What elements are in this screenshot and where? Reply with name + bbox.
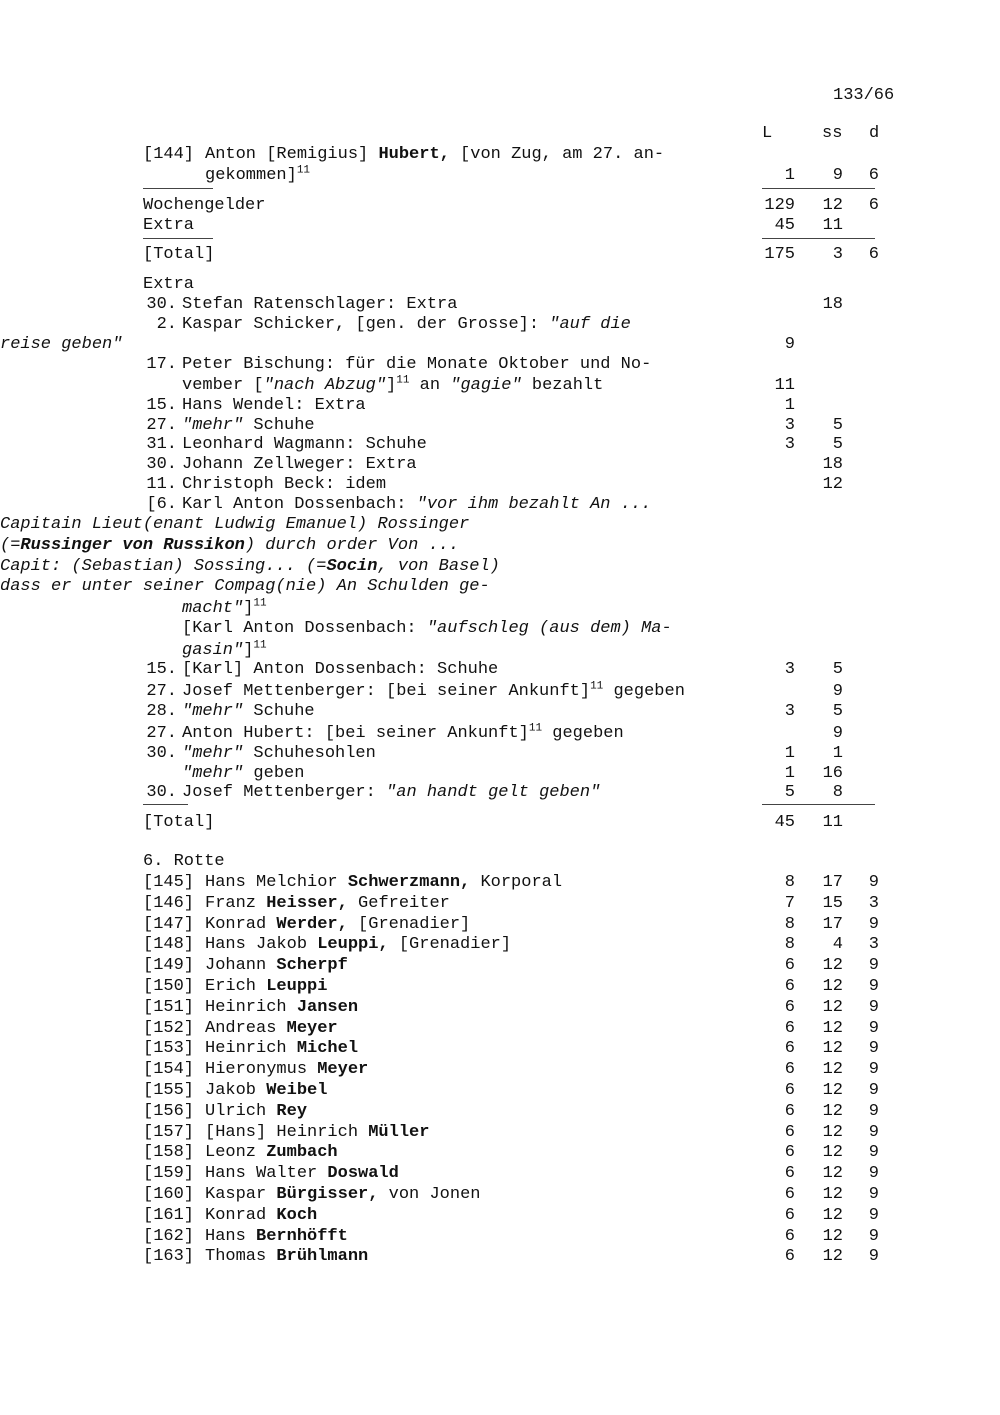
sum-rule <box>762 238 875 239</box>
footnote-ref: 11 <box>590 680 604 693</box>
soldier-surname: Meyer <box>286 1018 338 1038</box>
soldier-row <box>0 934 1000 955</box>
soldier-surname: Koch <box>276 1205 318 1225</box>
amount-l: 1 <box>784 166 795 185</box>
amount-l: 3 <box>784 435 795 454</box>
soldier-first-name: Erich <box>205 977 267 996</box>
amount-l: 8 <box>784 914 795 934</box>
entry-number: [147] <box>143 914 195 934</box>
item-text: vember [ <box>182 376 264 395</box>
amount-ss: 5 <box>832 435 843 454</box>
day-number: 27. <box>146 416 177 435</box>
amount-d: 9 <box>868 1101 879 1121</box>
column-header-d: d <box>869 124 880 143</box>
item-text: Josef Mettenberger: <box>182 783 387 802</box>
page-number: 133/66 <box>833 86 895 105</box>
item-text: Schuhesohlen <box>243 744 376 763</box>
amount-l: 3 <box>784 416 795 435</box>
divider <box>143 238 213 239</box>
soldier-surname: Bürgisser, <box>276 1185 379 1204</box>
extra-item <box>0 782 1000 803</box>
amount-l: 8 <box>784 935 795 955</box>
soldier-row <box>0 1184 1000 1205</box>
entry-number: [145] <box>143 873 195 892</box>
soldier-surname: Bernhöfft <box>256 1226 348 1246</box>
summary-wochengelder <box>0 195 1000 216</box>
soldier-row <box>0 976 1000 997</box>
item-quote: "auf die <box>549 315 631 334</box>
item-text: Christoph Beck: idem <box>182 475 387 494</box>
amount-ss: 12 <box>822 997 843 1017</box>
extra-item-continued <box>0 576 1000 597</box>
extra-item <box>0 314 1000 335</box>
item-text: Karl Anton Dossenbach: <box>182 495 417 514</box>
amount-ss: 12 <box>822 1247 843 1267</box>
amount-d: 3 <box>868 893 879 913</box>
amount-l: 6 <box>784 1081 795 1100</box>
amount-l: 129 <box>764 196 795 215</box>
item-quote: "mehr" <box>182 702 244 721</box>
entry-text: [von Zug, am 27. an- <box>449 145 665 164</box>
summary-total <box>0 244 1000 265</box>
amount-d: 9 <box>868 1060 879 1080</box>
soldier-rank: Gefreiter <box>347 893 450 913</box>
amount-l: 6 <box>784 1164 795 1184</box>
soldier-rank: Korporal <box>470 873 563 892</box>
item-quote: "nach Abzug" <box>263 376 387 395</box>
section-heading: Extra <box>143 275 195 294</box>
amount-l: 5 <box>784 783 795 802</box>
soldier-row <box>0 1205 1000 1226</box>
item-quote: gasin" <box>182 641 244 660</box>
amount-l: 9 <box>784 335 795 354</box>
amount-ss: 8 <box>832 783 843 802</box>
amount-ss: 5 <box>832 416 843 435</box>
amount-d: 9 <box>868 1226 879 1246</box>
item-text: Hans Wendel: Extra <box>182 396 366 415</box>
amount-l: 6 <box>784 1226 795 1246</box>
day-number: 31. <box>146 435 177 454</box>
amount-ss: 17 <box>822 873 843 892</box>
entry-number: [155] <box>143 1081 195 1100</box>
entry-number: [153] <box>143 1039 195 1059</box>
amount-ss: 16 <box>822 764 843 783</box>
amount-l: 1 <box>784 764 795 783</box>
soldier-first-name: Leonz <box>205 1143 267 1163</box>
amount-ss: 5 <box>832 702 843 721</box>
amount-d: 9 <box>868 997 879 1017</box>
item-text: ] <box>243 599 254 618</box>
item-quote: "mehr" <box>182 764 244 783</box>
amount-l: 6 <box>784 1122 795 1142</box>
section-heading-extra <box>0 274 1000 295</box>
item-quote: Capit: (Sebastian) Sossing... (= <box>0 557 327 576</box>
soldier-row <box>0 1101 1000 1122</box>
extra-item <box>0 395 1000 416</box>
amount-d: 6 <box>868 166 879 185</box>
soldier-first-name: Hans <box>205 1226 257 1246</box>
item-text: Josef Mettenberger: [bei seiner Ankunft] <box>182 682 591 701</box>
soldier-row <box>0 872 1000 893</box>
entry-text: Anton [Remigius] <box>205 145 379 164</box>
extra-item-continued <box>0 375 1000 396</box>
item-text: ] <box>243 641 254 660</box>
entry-number: [150] <box>143 977 195 996</box>
soldier-first-name: Kaspar <box>205 1185 277 1204</box>
item-text: Johann Zellweger: Extra <box>182 455 417 474</box>
soldier-surname: Rey <box>276 1101 308 1121</box>
day-number: 28. <box>146 702 177 721</box>
amount-ss: 9 <box>832 724 843 743</box>
soldier-surname: Jansen <box>296 997 359 1017</box>
amount-l: 7 <box>784 893 795 913</box>
extra-item <box>0 454 1000 475</box>
entry-number: [159] <box>143 1164 195 1184</box>
soldier-first-name: Hans Melchior <box>205 873 348 892</box>
amount-d: 9 <box>868 1205 879 1225</box>
item-quote: reise geben" <box>0 335 123 354</box>
item-text: [Karl Anton Dossenbach: <box>182 619 427 638</box>
item-quote: "vor ihm bezahlt An ... <box>416 495 652 514</box>
soldier-first-name: Thomas <box>205 1247 277 1267</box>
footnote-ref: 11 <box>296 164 311 177</box>
item-quote: macht" <box>182 599 244 618</box>
extra-item <box>0 415 1000 436</box>
entry-number: [158] <box>143 1143 195 1163</box>
item-text: Anton Hubert: [bei seiner Ankunft] <box>182 724 529 743</box>
day-number: 30. <box>146 295 177 314</box>
amount-ss: 12 <box>822 196 843 215</box>
summary-label: [Total] <box>143 245 215 264</box>
footnote-ref: 11 <box>253 597 267 610</box>
amount-ss: 11 <box>822 216 843 235</box>
entry-number: [152] <box>143 1018 195 1038</box>
item-text: Kaspar Schicker, [gen. der Grosse]: <box>182 315 550 334</box>
entry-number: [156] <box>143 1101 195 1121</box>
entry-number: [162] <box>143 1226 195 1246</box>
item-quote: ) durch order Von ... <box>244 536 460 555</box>
section-heading-rotte <box>0 851 1000 872</box>
extra-total <box>0 812 1000 833</box>
soldier-row <box>0 1038 1000 1059</box>
amount-ss: 1 <box>832 744 843 763</box>
amount-l: 1 <box>784 396 795 415</box>
amount-d: 9 <box>868 1081 879 1100</box>
amount-l: 3 <box>784 702 795 721</box>
entry-number: [146] <box>143 893 195 913</box>
soldier-first-name: Andreas <box>205 1018 287 1038</box>
amount-ss: 12 <box>822 1164 843 1184</box>
soldier-surname: Zumbach <box>266 1143 338 1163</box>
amount-l: 6 <box>784 1143 795 1163</box>
soldier-first-name: Hans Jakob <box>205 935 318 955</box>
amount-l: 45 <box>774 813 795 832</box>
item-quote: "aufschleg (aus dem) Ma- <box>426 619 672 638</box>
extra-item-continued <box>0 556 1000 577</box>
day-number: 30. <box>146 744 177 763</box>
amount-d: 9 <box>868 914 879 934</box>
item-text: an <box>409 376 451 395</box>
extra-item-continued <box>0 334 1000 355</box>
soldier-first-name: Hans Walter <box>205 1164 328 1184</box>
soldier-first-name: Heinrich <box>205 1039 297 1059</box>
item-quote: dass er unter seiner Compag(nie) An Schulden ge- <box>0 577 490 596</box>
soldier-surname: Meyer <box>317 1060 369 1080</box>
amount-ss: 17 <box>822 914 843 934</box>
extra-item-continued <box>0 535 1000 556</box>
item-quote: (= <box>0 536 21 555</box>
amount-d: 9 <box>868 873 879 892</box>
item-quote: Capitain Lieut(enant Ludwig Emanuel) Rossinger <box>0 515 470 534</box>
amount-l: 6 <box>784 1039 795 1059</box>
item-quote: "mehr" <box>182 744 244 763</box>
amount-l: 6 <box>784 956 795 976</box>
extra-item-continued <box>0 618 1000 639</box>
item-text: [Karl] Anton Dossenbach: Schuhe <box>182 660 499 679</box>
amount-d: 9 <box>868 1164 879 1184</box>
soldier-surname: Weibel <box>266 1081 328 1100</box>
amount-d: 9 <box>868 1018 879 1038</box>
soldier-first-name: Johann <box>205 956 277 976</box>
sum-rule <box>762 188 875 189</box>
amount-d: 9 <box>868 977 879 996</box>
extra-item <box>0 434 1000 455</box>
amount-ss: 12 <box>822 1205 843 1225</box>
soldier-first-name: Hieronymus <box>205 1060 318 1080</box>
day-number: 27. <box>146 724 177 743</box>
extra-item <box>0 354 1000 375</box>
soldier-surname: Leuppi <box>266 977 328 996</box>
amount-ss: 12 <box>822 956 843 976</box>
item-text: Peter Bischung: für die Monate Oktober und No- <box>182 355 652 374</box>
column-header-ss: ss <box>822 124 843 143</box>
day-number: 17. <box>146 355 177 374</box>
item-text: Stefan Ratenschlager: Extra <box>182 295 458 314</box>
amount-ss: 5 <box>832 660 843 679</box>
soldier-row <box>0 1163 1000 1184</box>
extra-item-continued <box>0 640 1000 661</box>
total-label: [Total] <box>143 813 215 832</box>
soldier-surname: Müller <box>368 1122 430 1142</box>
soldier-row <box>0 1080 1000 1101</box>
amount-ss: 12 <box>822 1101 843 1121</box>
extra-item <box>0 763 1000 784</box>
entry-number: [161] <box>143 1205 195 1225</box>
soldier-first-name: Konrad <box>205 1205 277 1225</box>
soldier-first-name: Heinrich <box>205 997 297 1017</box>
amount-ss: 12 <box>822 1018 843 1038</box>
soldier-surname: Leuppi, <box>317 935 389 955</box>
amount-d: 9 <box>868 1143 879 1163</box>
soldier-first-name: Konrad <box>205 914 277 934</box>
amount-d: 9 <box>868 956 879 976</box>
entry-number: [163] <box>143 1247 195 1267</box>
amount-l: 45 <box>774 216 795 235</box>
soldier-row <box>0 914 1000 935</box>
soldier-row <box>0 1059 1000 1080</box>
item-name-bold: Socin <box>326 557 378 576</box>
sum-rule <box>762 804 875 805</box>
extra-item <box>0 701 1000 722</box>
amount-ss: 3 <box>832 245 843 264</box>
extra-item <box>0 681 1000 702</box>
amount-d: 9 <box>868 1247 879 1267</box>
section-heading: 6. Rotte <box>143 852 225 871</box>
entry-number: [157] <box>143 1122 195 1142</box>
extra-item <box>0 494 1000 515</box>
entry-surname: Hubert, <box>378 145 450 164</box>
day-number: [6. <box>146 495 177 514</box>
soldier-row <box>0 1246 1000 1267</box>
amount-l: 8 <box>784 873 795 892</box>
soldier-rank: [Grenadier] <box>347 914 471 934</box>
item-name-bold: Russinger von Russikon <box>20 536 245 555</box>
amount-ss: 12 <box>822 475 843 494</box>
amount-l: 3 <box>784 660 795 679</box>
amount-l: 6 <box>784 997 795 1017</box>
amount-l: 6 <box>784 1247 795 1267</box>
summary-label: Wochengelder <box>143 196 266 215</box>
soldier-surname: Heisser, <box>266 893 348 913</box>
amount-ss: 18 <box>822 455 843 474</box>
amount-ss: 15 <box>822 893 843 913</box>
soldier-surname: Brühlmann <box>276 1247 369 1267</box>
divider <box>143 804 188 805</box>
column-header-l: L <box>762 124 773 143</box>
summary-label: Extra <box>143 216 195 235</box>
amount-l: 6 <box>784 1060 795 1080</box>
amount-ss: 18 <box>822 295 843 314</box>
item-text: bezahlt <box>521 376 604 395</box>
soldier-surname: Scherpf <box>276 956 348 976</box>
amount-l: 175 <box>764 245 795 264</box>
amount-l: 6 <box>784 1205 795 1225</box>
amount-d: 3 <box>868 935 879 955</box>
extra-item <box>0 743 1000 764</box>
entry-number: [148] <box>143 935 195 955</box>
amount-ss: 11 <box>822 813 843 832</box>
day-number: 30. <box>146 783 177 802</box>
soldier-first-name: [Hans] Heinrich <box>205 1122 369 1142</box>
item-quote: "gagie" <box>450 376 522 395</box>
soldier-rank: von Jonen <box>378 1185 481 1204</box>
soldier-surname: Doswald <box>327 1164 399 1184</box>
soldier-row <box>0 1226 1000 1247</box>
extra-item-continued <box>0 514 1000 535</box>
amount-l: 6 <box>784 1018 795 1038</box>
soldier-row <box>0 1018 1000 1039</box>
soldier-row <box>0 893 1000 914</box>
summary-extra <box>0 215 1000 236</box>
soldier-first-name: Jakob <box>205 1081 267 1100</box>
amount-d: 6 <box>868 245 879 264</box>
item-text: gegeben <box>542 724 624 743</box>
extra-item <box>0 294 1000 315</box>
soldier-first-name: Franz <box>205 893 267 913</box>
day-number: 30. <box>146 455 177 474</box>
item-text: geben <box>243 764 305 783</box>
amount-d: 6 <box>868 196 879 215</box>
amount-l: 6 <box>784 977 795 996</box>
item-text: gegeben <box>603 682 685 701</box>
soldier-row <box>0 1122 1000 1143</box>
day-number: 11. <box>146 475 177 494</box>
extra-item <box>0 723 1000 744</box>
item-text: ] <box>386 376 397 395</box>
soldier-row <box>0 997 1000 1018</box>
soldier-surname: Schwerzmann, <box>347 873 471 892</box>
soldier-row <box>0 955 1000 976</box>
extra-item <box>0 659 1000 680</box>
amount-d: 9 <box>868 1185 879 1204</box>
soldier-rank: [Grenadier] <box>388 935 512 955</box>
item-text: Schuhe <box>243 702 315 721</box>
entry-number: [149] <box>143 956 195 976</box>
amount-l: 6 <box>784 1185 795 1204</box>
soldier-first-name: Ulrich <box>205 1101 277 1121</box>
day-number: 15. <box>146 396 177 415</box>
amount-ss: 12 <box>822 1143 843 1163</box>
amount-ss: 12 <box>822 1185 843 1204</box>
amount-ss: 12 <box>822 1081 843 1100</box>
amount-d: 9 <box>868 1122 879 1142</box>
amount-l: 11 <box>774 376 795 395</box>
soldier-surname: Werder, <box>276 914 348 934</box>
soldier-row <box>0 1142 1000 1163</box>
day-number: 27. <box>146 682 177 701</box>
extra-item-continued <box>0 598 1000 619</box>
entry-number: [151] <box>143 997 195 1017</box>
amount-ss: 9 <box>832 682 843 701</box>
soldier-surname: Michel <box>296 1039 359 1059</box>
day-number: 15. <box>146 660 177 679</box>
divider <box>143 188 213 189</box>
entry-number: [144] <box>143 145 195 164</box>
item-text: Schuhe <box>243 416 315 435</box>
amount-d: 9 <box>868 1039 879 1059</box>
entry-text: gekommen] <box>205 166 297 185</box>
amount-ss: 9 <box>832 166 843 185</box>
entry-144-line1 <box>0 144 1000 165</box>
footnote-ref: 11 <box>396 374 410 387</box>
footnote-ref: 11 <box>253 639 267 652</box>
item-text: Leonhard Wagmann: Schuhe <box>182 435 427 454</box>
amount-ss: 12 <box>822 1039 843 1059</box>
item-quote: "an handt gelt geben" <box>386 783 601 802</box>
entry-number: [154] <box>143 1060 195 1080</box>
amount-l: 6 <box>784 1101 795 1121</box>
footnote-ref: 11 <box>528 722 543 735</box>
entry-number: [160] <box>143 1185 195 1204</box>
item-quote: "mehr" <box>182 416 244 435</box>
amount-ss: 12 <box>822 977 843 996</box>
amount-ss: 12 <box>822 1060 843 1080</box>
amount-ss: 4 <box>832 935 843 955</box>
amount-l: 1 <box>784 744 795 763</box>
amount-ss: 12 <box>822 1226 843 1246</box>
extra-item <box>0 474 1000 495</box>
item-quote: , von Basel) <box>377 557 500 576</box>
entry-144-line2 <box>0 165 1000 186</box>
amount-ss: 12 <box>822 1122 843 1142</box>
day-number: 2. <box>156 315 177 334</box>
